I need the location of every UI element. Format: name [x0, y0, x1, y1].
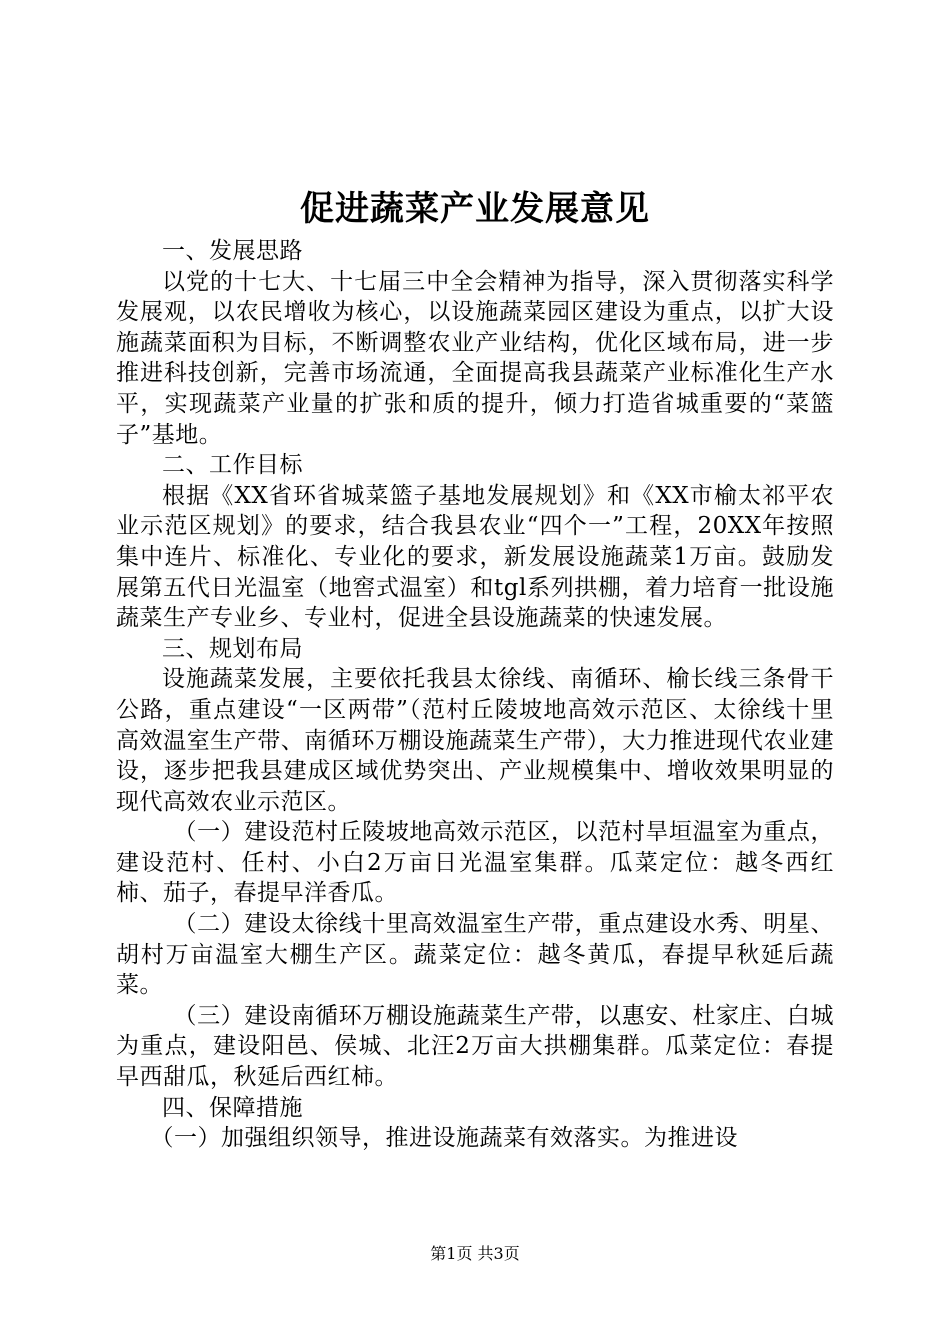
paragraph-work-goals: 根据《XX省环省城菜篮子基地发展规划》和《XX市榆太祁平农业示范区规划》的要求，结合我县农业“四个一”工程，20XX年按照集中连片、标准化、专业化的要求，新发展设施蔬菜1万亩。鼓励发展第五代日光温室（地窖式温室）和tgl系列拱棚，着力培育一批设施蔬菜生产专业乡、专业村，促进全县设施蔬菜的快速发展。 — [116, 482, 834, 632]
section-heading-1: 一、发展思路 — [162, 238, 303, 264]
section-heading-3: 三、规划布局 — [162, 635, 303, 662]
paragraph-measure-1: （一）加强组织领导，推进设施蔬菜有效落实。为推进设 — [150, 1125, 738, 1152]
section-heading-4: 四、保障措施 — [162, 1094, 303, 1121]
paragraph-subitem-2: （二）建设太徐线十里高效温室生产带，重点建设水秀、明星、胡村万亩温室大棚生产区。蔬菜定位：越冬黄瓜，春提早秋延后蔬菜。 — [116, 911, 834, 999]
paragraph-development-ideas: 以党的十七大、十七届三中全会精神为指导，深入贯彻落实科学发展观，以农民增收为核心，以设施蔬菜园区建设为重点，以扩大设施蔬菜面积为目标，不断调整农业产业结构，优化区域布局，进一步推进科技创新，完善市场流通，全面提高我县蔬菜产业标准化生产水平，实现蔬菜产业量的扩张和质的提升，倾力打造省城重要的“菜篮子”基地。 — [116, 268, 834, 448]
paragraph-subitem-3: （三）建设南循环万棚设施蔬菜生产带，以惠安、杜家庄、白城为重点，建设阳邑、侯城、北汪2万亩大拱棚集群。瓜菜定位：春提早西甜瓜，秋延后西红柿。 — [116, 1002, 834, 1091]
document-title: 促进蔬菜产业发展意见 — [300, 189, 650, 229]
paragraph-subitem-1: （一）建设范村丘陵坡地高效示范区，以范村旱垣温室为重点，建设范村、任村、小白2万亩日光温室集群。瓜菜定位：越冬西红柿、茄子，春提早洋香瓜。 — [116, 819, 834, 907]
page-number-footer: 第1页 共3页 — [430, 1244, 520, 1263]
document-body — [116, 236, 834, 1154]
section-heading-2: 二、工作目标 — [162, 452, 303, 479]
paragraph-layout-plan: 设施蔬菜发展，主要依托我县太徐线、南循环、榆长线三条骨干公路，重点建设“一区两带”（范村丘陵坡地高效示范区、太徐线十里高效温室生产带、南循环万棚设施蔬菜生产带），大力推进现代农业建设，逐步把我县建成区域优势突出、产业规模集中、增收效果明显的现代高效农业示范区。 — [116, 666, 834, 815]
